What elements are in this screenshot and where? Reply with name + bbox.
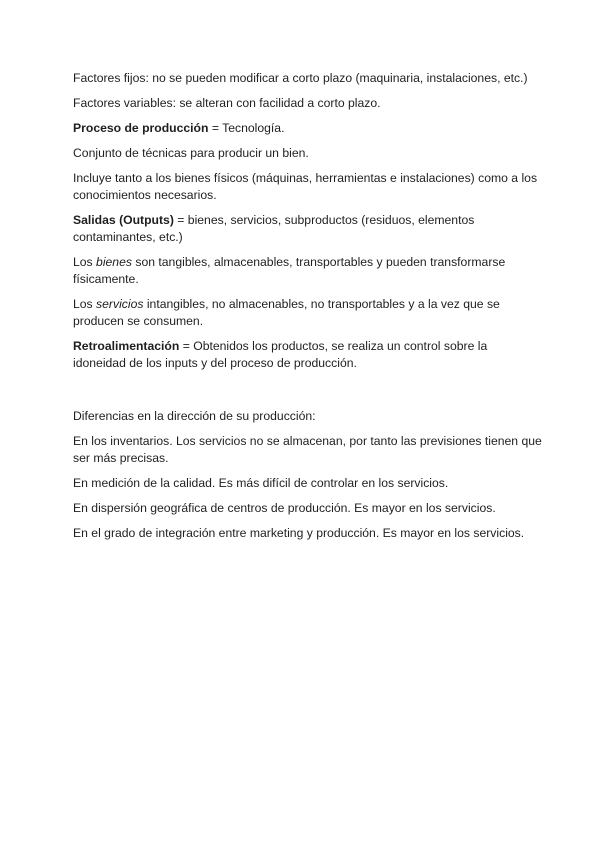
emphasis-text: bienes — [96, 255, 132, 269]
paragraph-text: Los — [73, 255, 97, 269]
paragraph-text: = Tecnología. — [208, 121, 285, 135]
paragraph — [73, 408, 543, 425]
paragraph-text: Diferencias en la dirección de su producción: — [73, 409, 316, 423]
paragraph — [73, 525, 543, 542]
paragraph-text: En los inventarios. Los servicios no se almacenan, por tanto las previsiones tienen que ser más precisas. — [73, 434, 542, 465]
paragraph-text: intangibles, no almacenables, no transportables y a la vez que se producen se consumen. — [73, 297, 500, 328]
paragraph — [73, 500, 543, 517]
paragraph-text: En medición de la calidad. Es más difícil de controlar en los servicios. — [73, 476, 449, 490]
paragraph — [73, 145, 543, 162]
paragraph-text: En el grado de integración entre marketing y producción. Es mayor en los servicios. — [73, 526, 525, 540]
paragraph — [73, 170, 543, 204]
paragraph-text: Los — [73, 297, 97, 311]
term-label: Salidas (Outputs) — [73, 213, 174, 227]
paragraph — [73, 120, 543, 137]
document-page — [73, 70, 543, 550]
section-spacer — [73, 380, 543, 408]
paragraph — [73, 296, 543, 330]
paragraph-text: = bienes, servicios, subproductos (residuos, elementos contaminantes, etc.) — [73, 213, 475, 244]
paragraph — [73, 254, 543, 288]
paragraph — [73, 338, 543, 372]
emphasis-text: servicios — [96, 297, 144, 311]
term-label: Retroalimentación — [73, 339, 180, 353]
paragraph — [73, 212, 543, 246]
paragraph — [73, 95, 543, 112]
paragraph — [73, 475, 543, 492]
paragraph — [73, 433, 543, 467]
paragraph-text: En dispersión geográfica de centros de producción. Es mayor en los servicios. — [73, 501, 496, 515]
paragraph-text: Factores variables: se alteran con facilidad a corto plazo. — [73, 96, 381, 110]
term-label: Proceso de producción — [73, 121, 209, 135]
paragraph-text: Incluye tanto a los bienes físicos (máquinas, herramientas e instalaciones) como a los conocimientos necesarios. — [73, 171, 538, 202]
paragraph-text: Conjunto de técnicas para producir un bien. — [73, 146, 309, 160]
paragraph-text: Factores fijos: no se pueden modificar a corto plazo (maquinaria, instalaciones, etc.) — [73, 71, 528, 85]
paragraph-text: = Obtenidos los productos, se realiza un control sobre la idoneidad de los inputs y del proceso de producción. — [73, 339, 488, 370]
paragraph-text: son tangibles, almacenables, transportables y pueden transformarse físicamente. — [73, 255, 506, 286]
paragraph — [73, 70, 543, 87]
